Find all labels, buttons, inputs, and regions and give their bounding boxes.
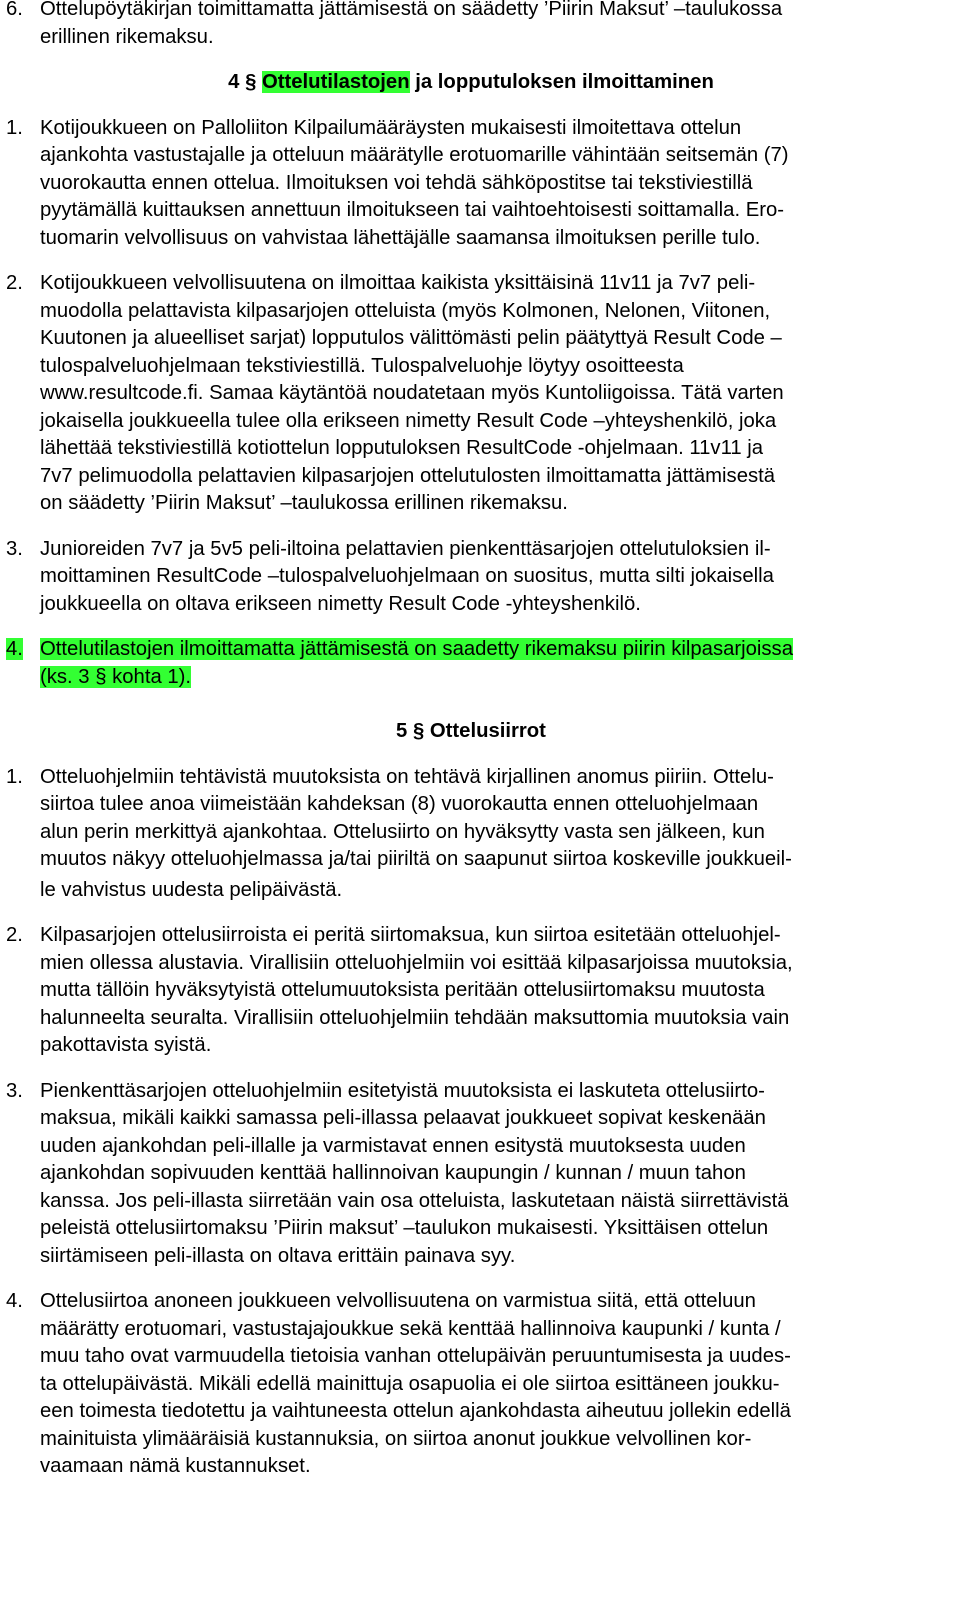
text-line: een toimesta tiedotettu ja vaihtuneesta ottelun ajankohdasta aiheutuu jollekin edellä	[40, 1400, 791, 1422]
text-line: mien ollessa alustavia. Virallisiin otteluohjelmiin voi esittää kilpasarjoissa muutoksia,	[40, 951, 793, 974]
text-line: muu taho ovat varmuudella tietoisia vanhan ottelupäivän peruuntumisesta ja uudes-	[40, 1345, 791, 1367]
text-line: ajankohta vastustajalle ja otteluun määrätylle erotuomarille vähintään seitsemän (7)	[40, 144, 789, 166]
text-line: uuden ajankohdan peli-illalle ja varmistavat ennen esitystä muutoksesta uuden	[40, 1134, 746, 1157]
item-text	[40, 115, 936, 253]
item-text	[40, 1078, 936, 1271]
text-line: Kuutonen ja alueelliset sarjat) lopputulos välittömästi pelin päätyttyä Result Code –	[40, 327, 782, 349]
item-number: 1.	[6, 765, 23, 788]
text-line: siirtämiseen peli-illasta on oltava erittäin painava syy.	[40, 1244, 516, 1267]
text-line: www.resultcode.fi. Samaa käytäntöä noudatetaan myös Kuntoliigoissa. Tätä varten	[40, 382, 784, 404]
item-number: 2.	[6, 272, 23, 294]
item-number: 2.	[6, 924, 23, 946]
list-item	[6, 1288, 936, 1481]
text-line: moittaminen ResultCode –tulospalveluohjelmaan on suositus, mutta silti jokaisella	[40, 565, 774, 587]
list-item	[6, 536, 936, 619]
section-title-rest: ja lopputuloksen ilmoittaminen	[409, 71, 714, 93]
text-line: Ottelusiirtoa anoneen joukkueen velvollisuutena on varmistua siitä, että otteluun	[40, 1290, 756, 1312]
text-line: mutta tällöin hyväksytyistä ottelumuutoksista peritään ottelusiirtomaksu muutosta	[40, 979, 765, 1001]
list-item	[6, 115, 936, 253]
text-line: Kilpasarjojen ottelusiirroista ei peritä siirtomaksua, kun siirtoa esitetään otteluohjel-	[40, 924, 781, 946]
item-text	[40, 536, 936, 619]
text-line: ajankohdan sopivuuden kenttää hallinnoivan kaupungin / kunnan / muun tahon	[40, 1162, 746, 1184]
text-line: Otteluohjelmiin tehtävistä muutoksista on tehtävä kirjallinen anomus piiriin. Ottelu-	[40, 765, 774, 788]
section-symbol: §	[412, 720, 425, 742]
section-title-highlighted: Ottelutilastojen	[261, 71, 410, 93]
item-number: 3.	[6, 1079, 23, 1102]
section-symbol: §	[245, 71, 257, 93]
text-line: alun perin merkittyä ajankohtaa. Ottelusiirto on hyväksytty vasta sen jälkeen, kun	[40, 820, 765, 843]
item-number: 6.	[6, 0, 23, 20]
item-number: 3.	[6, 537, 23, 560]
text-line: Kotijoukkueen velvollisuutena on ilmoittaa kaikista yksittäisinä 11v11 ja 7v7 peli-	[40, 272, 756, 294]
text-line: tuomarin velvollisuus on vahvistaa lähettäjälle saamansa ilmoituksen perille tulo.	[40, 226, 761, 249]
text-line: peleistä ottelusiirtomaksu ’Piirin maksut’ –taulukon mukaisesti. Yksittäisen ottelun	[40, 1217, 769, 1239]
text-line: jokaisella joukkueella tulee olla erikseen nimetty Result Code –yhteyshenkilö, joka	[40, 409, 777, 432]
text-line: siirtoa tulee anoa viimeistään kahdeksan (8) vuorokautta ennen otteluohjelmaan	[40, 793, 759, 815]
text-line: 7v7 pelimuodolla pelattavien kilpasarjojen ottelutulosten ilmoittamatta jättämisestä	[40, 464, 776, 487]
item-number: 4.	[6, 638, 23, 660]
item-text	[40, 0, 936, 51]
list-item-highlighted	[6, 636, 936, 691]
item-text	[40, 636, 936, 691]
list-item	[6, 270, 936, 518]
section-heading-5	[6, 718, 936, 746]
section-number: 5	[396, 720, 408, 742]
text-line: Ottelupöytäkirjan toimittamatta jättämisestä on säädetty ’Piirin Maksut’ –taulukossa	[40, 0, 783, 20]
text-line: lähettää tekstiviestillä kotiottelun lopputuloksen ResultCode -ohjelmaan. 11v11 ja	[40, 437, 764, 459]
text-line: määrätty erotuomari, vastustajajoukkue sekä kenttää hallinnoiva kaupunki / kunta /	[40, 1317, 781, 1340]
text-line: tulospalveluohjelmaan tekstiviestillä. Tulospalveluohje löytyy osoitteesta	[40, 354, 684, 377]
item-text	[40, 270, 936, 518]
text-line: Kotijoukkueen on Palloliiton Kilpailumääräysten mukaisesti ilmoitettava ottelun	[40, 116, 742, 139]
list-item	[6, 0, 936, 51]
text-line: ta ottelupäivästä. Mikäli edellä mainittuja osapuolia ei ole siirtoa esittäneen joukku-	[40, 1372, 780, 1395]
text-line: halunneelta seuralta. Virallisiin otteluohjelmiin tehdään maksuttomia muutoksia vain	[40, 1006, 790, 1029]
list-item	[6, 1078, 936, 1271]
text-line: on säädetty ’Piirin Maksut’ –taulukossa erillinen rikemaksu.	[40, 492, 568, 514]
item-number: 4.	[6, 1290, 23, 1312]
text-line: pakottavista syistä.	[40, 1034, 212, 1056]
text-line: muutos näkyy otteluohjelmassa ja/tai piiriltä on saapunut siirtoa koskeville joukkueil-	[40, 848, 792, 870]
text-line: Pienkenttäsarjojen otteluohjelmiin esitetyistä muutoksista ei laskuteta ottelusiirto-	[40, 1079, 765, 1102]
item-text	[40, 764, 936, 905]
list-item	[6, 764, 936, 905]
text-line: Junioreiden 7v7 ja 5v5 peli-iltoina pelattavien pienkenttäsarjojen ottelutuloksien il-	[40, 537, 771, 560]
section-heading-4	[6, 69, 936, 97]
text-line: Ottelutilastojen ilmoittamatta jättämisestä on saadetty rikemaksu piirin kilpasarjoissa	[40, 638, 793, 660]
item-text	[40, 1288, 936, 1481]
text-line: erillinen rikemaksu.	[40, 25, 214, 48]
item-text	[40, 922, 936, 1060]
text-line: le vahvistus uudesta pelipäivästä.	[40, 878, 343, 901]
text-line: vaamaan nämä kustannukset.	[40, 1455, 311, 1477]
text-line: muodolla pelattavista kilpasarjojen otteluista (myös Kolmonen, Nelonen, Viitonen,	[40, 299, 771, 322]
text-line: pyytämällä kuittauksen annettuun ilmoitukseen tai vaihtoehtoisesti soittamalla. Ero-	[40, 199, 785, 221]
text-line: joukkueella on oltava erikseen nimetty Result Code -yhteyshenkilö.	[40, 592, 641, 615]
text-line: vuorokautta ennen ottelua. Ilmoituksen voi tehdä sähköpostitse tai tekstiviestillä	[40, 171, 753, 194]
text-line: mainituista ylimääräisiä kustannuksia, on siirtoa anonut joukkue velvollinen kor-	[40, 1427, 752, 1450]
list-item	[6, 922, 936, 1060]
item-number: 1.	[6, 116, 23, 139]
text-line: (ks. 3 § kohta 1).	[40, 665, 192, 688]
section-title: Ottelusiirrot	[429, 720, 546, 742]
text-line: maksua, mikäli kaikki samassa peli-illassa pelaavat joukkueet sopivat keskenään	[40, 1107, 766, 1129]
section-number: 4	[228, 71, 240, 93]
text-line: kanssa. Jos peli-illasta siirretään vain osa otteluista, laskutetaan näistä siirrettävistä	[40, 1189, 789, 1212]
